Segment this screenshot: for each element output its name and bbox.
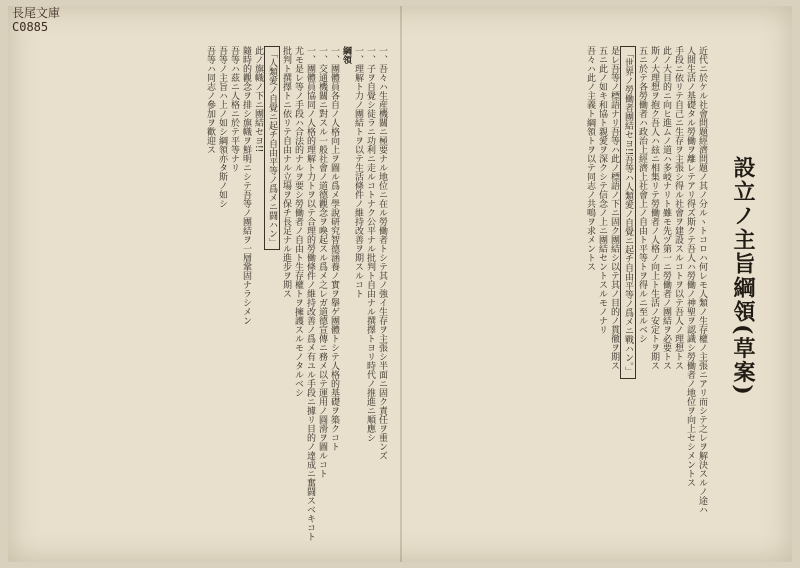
left-text-block: [28, 46, 388, 541]
text-column: 吾々ハ此ノ主義ト綱領トヲ以テ同志ノ共鳴ヲ求メントス: [585, 46, 595, 271]
text-column: 隨時的觀念ヲ排シ旗幟ヲ鮮明ニシテ吾等ノ團結ヲ一層鞏固ナラシメン: [241, 46, 251, 325]
text-column: 批判ト撰擇トニ依リテ自由ナル立場ヲ保チ長足ナル進步ヲ期ス: [281, 46, 291, 298]
text-column: 一、吾々ハ生産機關ニ極要ナル地位ニ在ル勞働者トシテ其ノ強イ生存ヲ主張シ半面ニ固ク責任ヲ重ンズ: [377, 46, 387, 460]
text-column: 一、交通機關ニ對スル一般社會ノ道德觀念ヲ喚起スル爲メ之レガ道德宣傳ニ務メ以テ運用ノ圓滑ヲ圖ルコト: [317, 46, 327, 478]
text-column: 此ノ大目的ニ向ヒ進ムノ道ハ多岐ナリト雖モ先ヅ第一ニ勞働者ノ團結ヲ必要トス: [661, 46, 671, 370]
text-column: 斯ノ大理想ヲ抱ク吾人ハ玆ニ相集リテ勞働者ノ人格ノ向上ト生活ノ安定トヲ期ス: [649, 46, 659, 370]
library-stamp: [12, 6, 60, 34]
text-column: 一、團體員協同ノ人格的理解ト力トヲ以テ合理的勞働條件ノ維持改善ノ爲メ有ユル手段ニ據リ目的ノ達成ニ奮闘スベキコト: [305, 46, 315, 541]
text-column: 吾等ハ同志ノ參加ヲ歡迎ス: [205, 46, 215, 154]
slogan-box: 「人類愛ノ自覺ニ起チ自由平等ノ爲メニ闘ハン」: [264, 46, 280, 250]
document-page: [8, 6, 792, 562]
stamp-line-1: 長尾文庫: [12, 6, 61, 20]
text-column: 尤モ是レ等ノ手段ハ合法的ナルヲ要シ勞働者ノ自由ト生存權トヲ擁護スルモノタルベシ: [293, 46, 303, 397]
text-column: 人間生活ノ基礎タル勞働ヲ離レテアリ得ズ斯クテ吾人ハ勞働ノ神聖ヲ認識シ勞働者ノ地位ヲ向上セシメントス: [685, 46, 695, 487]
slogan-box: 「世界ノ勞働者團結セヨ!!吾等ハ人類愛ノ自覺ニ起チ自由平等ノ爲メニ戰ハン。」: [620, 46, 636, 379]
text-column: 吾等ハ茲ニ人格ニ於テ平等ナリ: [229, 46, 239, 172]
text-column: 五ニ於テ各勞働者ハ政治上經濟上社會上ノ自由ト平等トヲ得ルニ至ルベシ: [637, 46, 647, 343]
text-column: 此ノ旗幟ノ下ニ團結セヨ!!: [253, 46, 263, 153]
right-text-block: [418, 46, 708, 541]
text-column: 吾等ノ主旨ハ上ノ如シ綱領亦タ斯ノ如シ: [217, 46, 227, 208]
text-column: 一、團體員各自ノ人格向上ヲ圖ル爲メ學說研究智德涵養ノ實ヲ擧ゲ團體トシテ人格的基礎ヲ築クコト: [329, 46, 339, 451]
stamp-line-2: C0885: [12, 20, 49, 34]
section-heading: 綱領: [341, 46, 351, 64]
text-column: 一、子ヲ自覺シ徒ラニ功利ニ走ルコトナク公平ナル批判ト自由ナル撰擇トヨリ時代ノ推進ニ順應シ: [365, 46, 375, 442]
text-column: 一、理解ト力ノ團結トヲ以テ生活條件ノ維持改善ヲ期スルコト: [353, 46, 363, 298]
text-column: 五ニ此ノ如キ和協ト親愛ヲ深クシテ信念ノ上ニ團結セントスルモノナリ: [597, 46, 607, 334]
text-column: 近代ニ於ケル社會問題經濟問題ノ其ノ分ルヽトコロハ何レモ人類ノ生存權ノ主張ニアリ而シテ之レヲ解決スルノ途ハ: [697, 46, 707, 514]
text-column: 手段ニ依リテ自己ニ生存ヲ主張シ得ル社會ヲ建設スルコトヲ以テ吾人ノ理想トス: [673, 46, 683, 370]
page-fold: [400, 6, 402, 562]
text-column: 是レ吾等ノ標語ナリ吾等ハ此ノ標語ノ下ニ固ク團結シ以テ其ノ目的ノ貫徹ヲ期ス: [609, 46, 619, 370]
document-title: 設立ノ主旨綱領(草案): [730, 156, 756, 397]
